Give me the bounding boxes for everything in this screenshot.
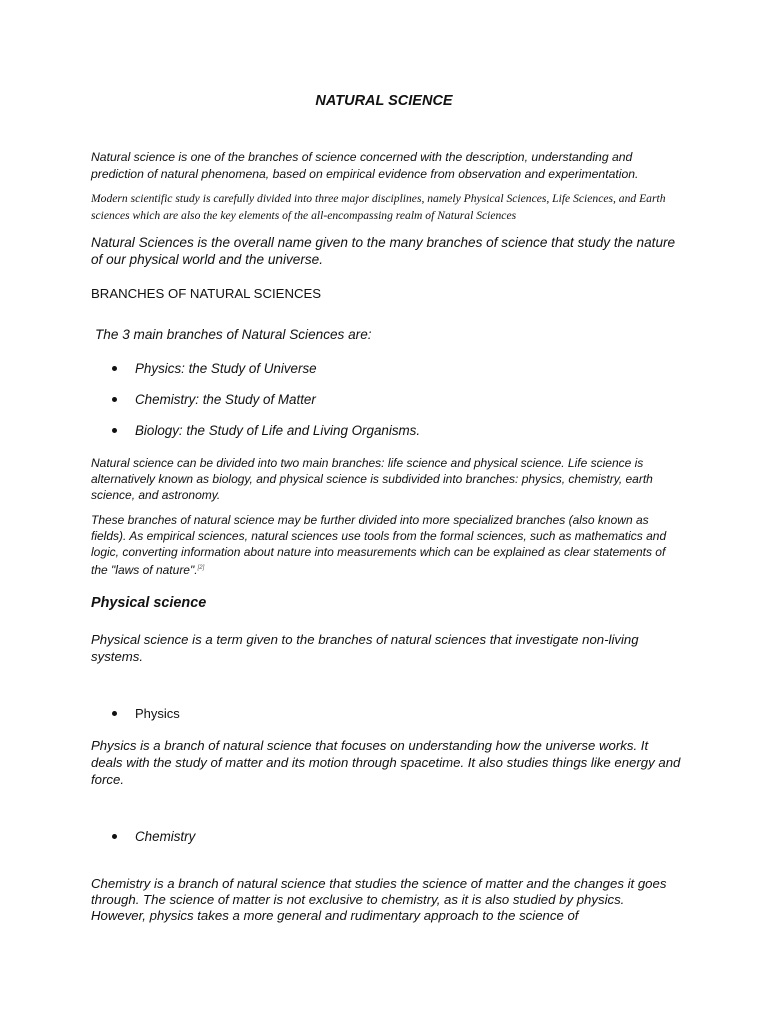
main-branches-intro: The 3 main branches of Natural Sciences are: (95, 327, 372, 342)
list-item (112, 706, 180, 721)
bullet-icon (112, 366, 117, 371)
intro-paragraph: Natural science is one of the branches of science concerned with the description, understanding and prediction of natural phenomena, based on empirical evidence from observation and experimentation. (91, 150, 639, 181)
bullet-icon (112, 397, 117, 402)
chemistry-paragraph: Chemistry is a branch of natural science that studies the science of matter and the changes it goes through. The science of matter is not exclusive to chemistry, as it is also studied by physics. However, physics takes a more general and rudimentary approach to the science of (91, 876, 667, 923)
divided-paragraph: Natural science can be divided into two main branches: life science and physical science. Life science is alternatively known as biology, and physical science is subdivided into branches: physics, chemistry, earth science, and astronomy. (91, 456, 653, 502)
list-item-label: Physics (135, 706, 180, 721)
bullet-icon (112, 834, 117, 839)
list-item (112, 423, 420, 438)
physics-paragraph: Physics is a branch of natural science that focuses on understanding how the universe works. It deals with the study of matter and its motion through spacetime. It also studies things like energy and force. (91, 738, 681, 787)
list-item (112, 829, 195, 844)
bullet-icon (112, 428, 117, 433)
list-item-label: Chemistry: the Study of Matter (135, 392, 316, 407)
list-item-label: Biology: the Study of Life and Living Organisms. (135, 423, 421, 438)
list-item (112, 392, 316, 407)
modern-study-paragraph: Modern scientific study is carefully divided into three major disciplines, namely Physical Sciences, Life Sciences, and Earth sciences which are also the key elements of the all-encompassing realm of Natural Sciences (91, 192, 666, 222)
list-item-label: Physics: the Study of Universe (135, 361, 317, 376)
specialized-paragraph (91, 512, 681, 578)
list-item (112, 361, 317, 376)
branches-heading: BRANCHES OF NATURAL SCIENCES (91, 286, 322, 301)
overall-name-paragraph: Natural Sciences is the overall name given to the many branches of science that study the nature of our physical world and the universe. (91, 235, 676, 267)
bullet-icon (112, 711, 117, 716)
specialized-text: These branches of natural science may be further divided into more specialized branches (also known as fields). As empirical sciences, natural sciences use tools from the formal sciences, such as mathematics and logic, converting information about nature into measurements which can be explained as clear statements of the "laws of nature". (91, 513, 667, 577)
physical-science-paragraph: Physical science is a term given to the branches of natural sciences that investigate non-living systems. (91, 632, 639, 664)
page-title: NATURAL SCIENCE (315, 93, 453, 109)
citation-link[interactable]: [2] (197, 565, 205, 571)
physical-science-heading: Physical science (91, 595, 207, 611)
list-item-label: Chemistry (135, 829, 196, 844)
